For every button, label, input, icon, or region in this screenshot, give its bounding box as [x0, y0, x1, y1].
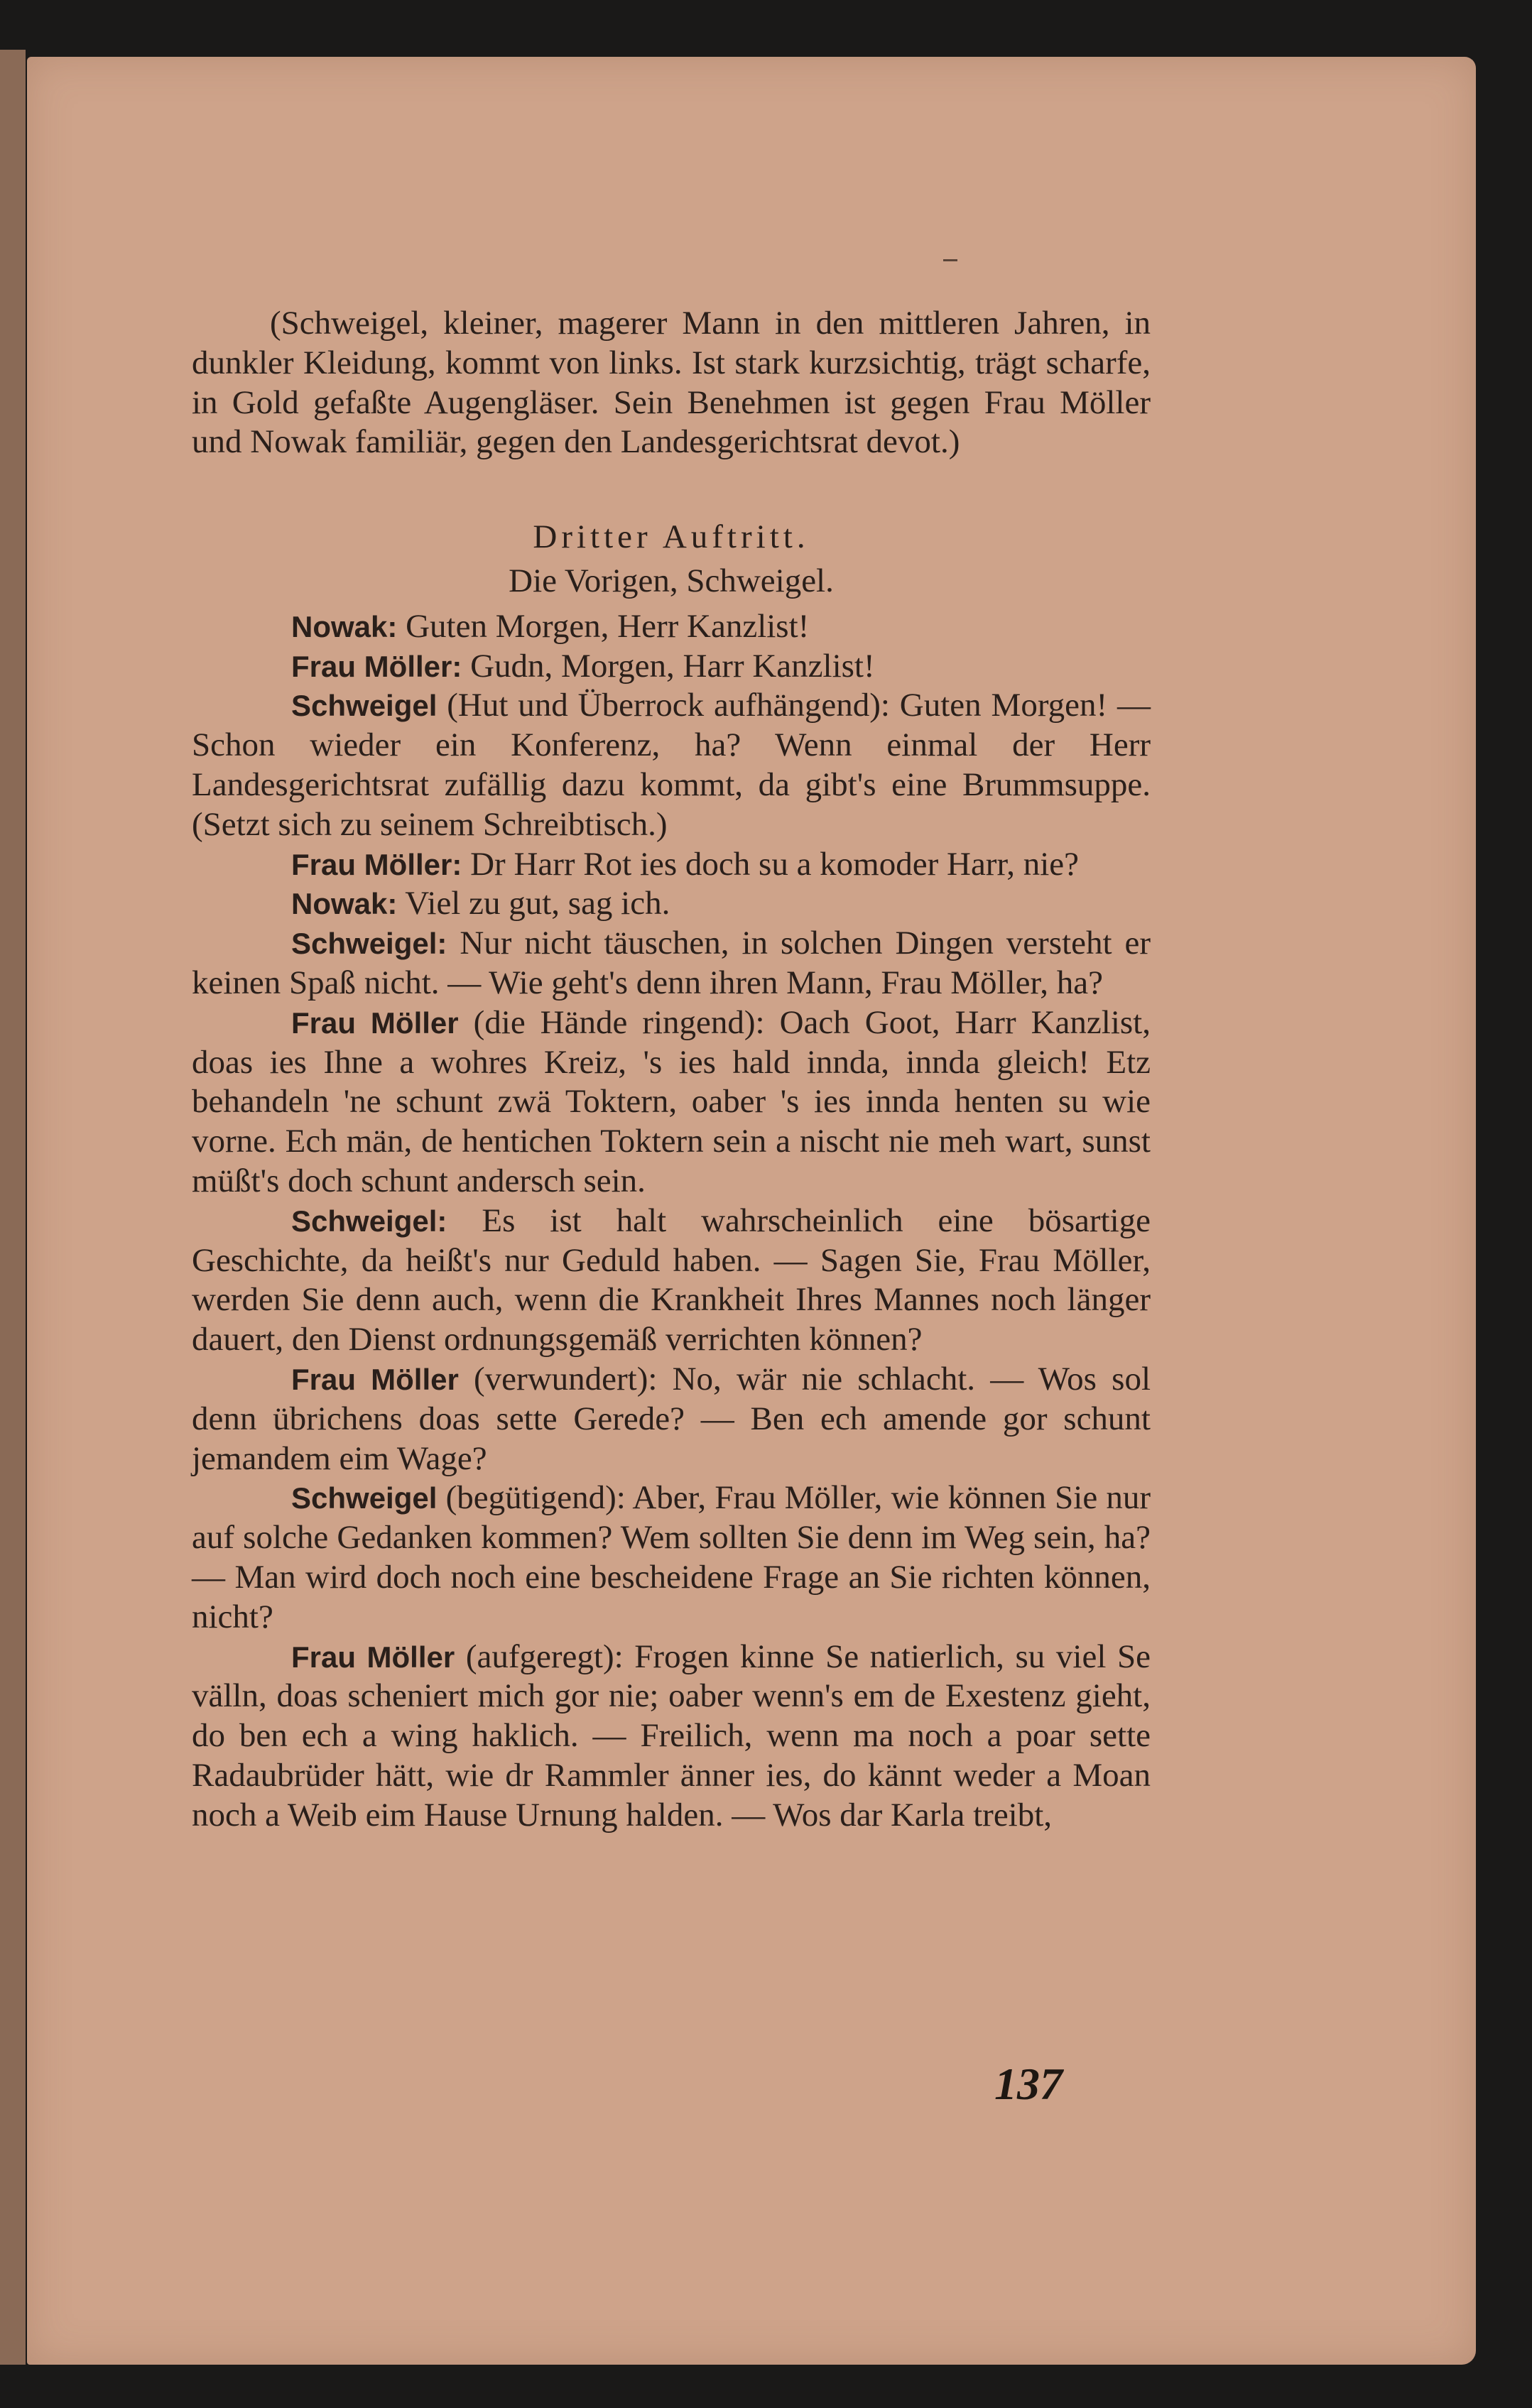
dialogue-line: [192, 686, 1151, 844]
speaker-name: Schweigel:: [291, 927, 447, 961]
speaker-name: Frau Möller:: [291, 649, 462, 683]
line-text: (begütigend): Aber, Frau Möller, wie können Sie nur auf solche Gedanken kommen? Wem sollten Sie denn im Weg sein, ha? — Man wird doch noch eine bescheidene Frage an Sie richten können, nicht?: [192, 1479, 1151, 1635]
speaker-name: Schweigel: [291, 689, 438, 723]
line-text: Dr Harr Rot ies doch su a komoder Harr, nie?: [470, 845, 1080, 883]
line-text: Gudn, Morgen, Harr Kanzlist!: [470, 647, 875, 685]
speaker-name: Frau Möller: [291, 1006, 459, 1040]
line-text: (die Hände ringend): Oach Goot, Harr Kanzlist, doas ies Ihne a wohres Kreiz, 's ies hald innda, innda gleich! Etz behandeln 'ne schunt zwä Toktern, oaber 's ies innda henten su wie vorne. Ech män, de hentichen Toktern sein a nischt nie meh wart, sunst müßt's doch schunt andersch sein.: [192, 1003, 1151, 1199]
dialogue-line: [192, 845, 1151, 885]
speaker-name: Frau Möller: [291, 1362, 459, 1396]
line-text: Viel zu gut, sag ich.: [405, 885, 670, 922]
line-text: Nur nicht täuschen, in solchen Dingen versteht er keinen Spaß nicht. — Wie geht's denn ihren Mann, Frau Möller, ha?: [192, 925, 1151, 1001]
stage-direction: (Schweigel, kleiner, magerer Mann in den mittleren Jahren, in dunkler Kleidung, kommt von links. Ist stark kurzsichtig, trägt scharfe, in Gold gefaßte Augengläser. Sein Benehmen ist gegen Frau Möller und Nowak familiär, gegen den Landesgerichtsrat devot.): [192, 305, 1151, 461]
header-dash: [943, 259, 957, 261]
dialogue-line: [192, 1003, 1151, 1202]
scene-heading: Dritter Auftritt.: [533, 518, 810, 556]
line-text: Es ist halt wahrscheinlich eine bösartige Geschichte, da heißt's nur Geduld haben. — Sagen Sie, Frau Möller, werden Sie denn auch, wenn die Krankheit Ihres Mannes noch länger dauert, den Dienst ordnungsgemäß verrichten können?: [192, 1202, 1151, 1358]
dialogue-line: [192, 1478, 1151, 1637]
speaker-name: Frau Möller:: [291, 847, 462, 881]
dialogue-line: [192, 647, 1151, 687]
speaker-name: Nowak:: [291, 609, 398, 643]
adjacent-page-edge: [0, 50, 26, 2365]
dialogue-line: [192, 924, 1151, 1003]
dialogue-line: [192, 1360, 1151, 1478]
dialogue-line: [192, 1638, 1151, 1836]
line-text: Guten Morgen, Herr Kanzlist!: [406, 607, 810, 645]
dialogue-line: [192, 1202, 1151, 1360]
page-text: [192, 304, 1151, 1835]
speaker-name: Nowak:: [291, 887, 398, 921]
line-text: (verwundert): No, wär nie schlacht. — Wos sol denn übrichens doas sette Gerede? — Ben ech amende gor schunt jemandem eim Wage?: [192, 1360, 1151, 1477]
speaker-name: Schweigel:: [291, 1204, 447, 1238]
dialogue-line: [192, 607, 1151, 647]
dialogue-line: [192, 884, 1151, 924]
speaker-name: Schweigel: [291, 1481, 438, 1515]
line-text: (aufgeregt): Frogen kinne Se natierlich, su viel Se välln, doas scheniert mich gor nie; oaber wenn's em de Exestenz gieht, do ben ech a wing haklich. — Freilich, wenn ma noch a poar sette Radaubrüder hätt, wie dr Rammler änner ies, do kännt weder a Moan noch a Weib eim Hause Urnung halden. — Wos dar Karla treibt,: [192, 1638, 1151, 1834]
page-number: 137: [994, 2059, 1063, 2109]
line-text: (Hut und Überrock aufhängend): Guten Morgen! — Schon wieder ein Konferenz, ha? Wenn einmal der Herr Landesgerichtsrat zufällig dazu kommt, da gibt's eine Brummsuppe. (Setzt sich zu seinem Schreibtisch.): [192, 687, 1151, 843]
scene-persons: Die Vorigen, Schweigel.: [509, 562, 834, 599]
speaker-name: Frau Möller: [291, 1640, 455, 1674]
